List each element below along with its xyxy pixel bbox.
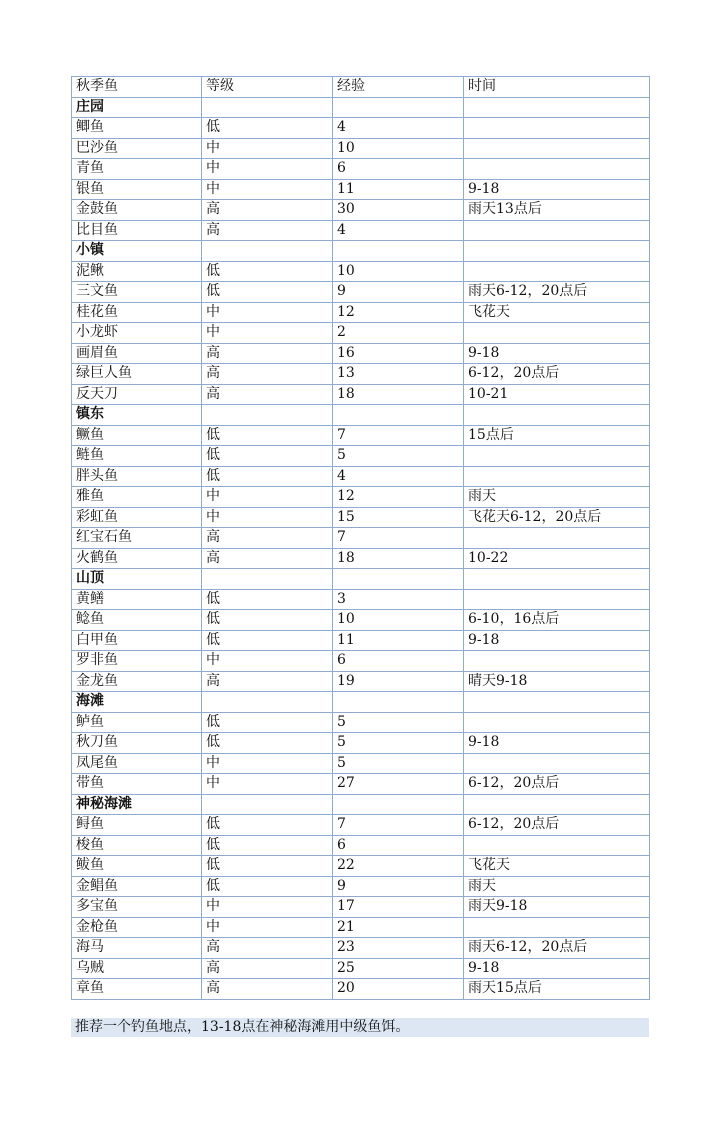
level-cell: 低: [202, 466, 333, 487]
header-cell-level: 等级: [202, 77, 333, 98]
exp-cell: 9: [333, 876, 464, 897]
exp-cell: 13: [333, 364, 464, 385]
fish-name-cell: 胖头鱼: [72, 466, 202, 487]
table-row: [72, 733, 650, 754]
time-cell: 雨天6-12，20点后: [464, 282, 650, 303]
autumn-fish-table: [71, 76, 650, 1000]
time-cell: [464, 261, 650, 282]
time-cell: [464, 589, 650, 610]
exp-cell: 18: [333, 384, 464, 405]
table-row: [72, 589, 650, 610]
table-row: [72, 815, 650, 836]
time-cell: 9-18: [464, 958, 650, 979]
fish-name-cell: 鲢鱼: [72, 446, 202, 467]
table-row: [72, 856, 650, 877]
fish-name-cell: 巴沙鱼: [72, 138, 202, 159]
table-row: [72, 179, 650, 200]
exp-cell: 15: [333, 507, 464, 528]
exp-cell: 6: [333, 651, 464, 672]
section-title: 镇东: [72, 405, 202, 426]
level-cell: 高: [202, 343, 333, 364]
exp-cell: 5: [333, 446, 464, 467]
time-cell: 飞花天: [464, 856, 650, 877]
time-cell: 雨天15点后: [464, 979, 650, 1000]
time-cell: 6-10，16点后: [464, 610, 650, 631]
fish-table-body: [72, 77, 650, 1000]
time-cell: 9-18: [464, 733, 650, 754]
level-cell: 低: [202, 446, 333, 467]
fish-name-cell: 三文鱼: [72, 282, 202, 303]
time-cell: 晴天9-18: [464, 671, 650, 692]
exp-cell: 22: [333, 856, 464, 877]
table-row: [72, 118, 650, 139]
fish-name-cell: 多宝鱼: [72, 897, 202, 918]
level-cell: 高: [202, 200, 333, 221]
empty-cell: [333, 405, 464, 426]
exp-cell: 23: [333, 938, 464, 959]
time-cell: [464, 118, 650, 139]
time-cell: 6-12，20点后: [464, 774, 650, 795]
fish-name-cell: 青鱼: [72, 159, 202, 180]
section-title: 山顶: [72, 569, 202, 590]
table-row: [72, 466, 650, 487]
exp-cell: 30: [333, 200, 464, 221]
level-cell: 中: [202, 179, 333, 200]
table-row: [72, 364, 650, 385]
empty-cell: [464, 241, 650, 262]
exp-cell: 11: [333, 630, 464, 651]
exp-cell: 11: [333, 179, 464, 200]
fish-name-cell: 泥鳅: [72, 261, 202, 282]
empty-cell: [333, 794, 464, 815]
level-cell: 高: [202, 528, 333, 549]
fish-name-cell: 秋刀鱼: [72, 733, 202, 754]
time-cell: [464, 466, 650, 487]
exp-cell: 16: [333, 343, 464, 364]
empty-cell: [464, 794, 650, 815]
table-row: [72, 302, 650, 323]
table-row: [72, 507, 650, 528]
exp-cell: 4: [333, 220, 464, 241]
time-cell: [464, 220, 650, 241]
table-row: [72, 753, 650, 774]
table-row: [72, 610, 650, 631]
empty-cell: [333, 97, 464, 118]
time-cell: 雨天: [464, 487, 650, 508]
exp-cell: 27: [333, 774, 464, 795]
time-cell: 10-22: [464, 548, 650, 569]
level-cell: 低: [202, 425, 333, 446]
time-cell: 雨天6-12，20点后: [464, 938, 650, 959]
exp-cell: 4: [333, 118, 464, 139]
fish-name-cell: 白甲鱼: [72, 630, 202, 651]
level-cell: 高: [202, 220, 333, 241]
table-row: [72, 897, 650, 918]
time-cell: [464, 651, 650, 672]
level-cell: 低: [202, 835, 333, 856]
table-row: [72, 958, 650, 979]
time-cell: 9-18: [464, 179, 650, 200]
exp-cell: 10: [333, 261, 464, 282]
level-cell: 低: [202, 118, 333, 139]
fish-name-cell: 鲶鱼: [72, 610, 202, 631]
time-cell: [464, 917, 650, 938]
exp-cell: 7: [333, 815, 464, 836]
empty-cell: [202, 692, 333, 713]
fish-name-cell: 黄鳝: [72, 589, 202, 610]
fish-name-cell: 海马: [72, 938, 202, 959]
section-row: [72, 569, 650, 590]
time-cell: 10-21: [464, 384, 650, 405]
exp-cell: 18: [333, 548, 464, 569]
fish-name-cell: 金鲳鱼: [72, 876, 202, 897]
exp-cell: 20: [333, 979, 464, 1000]
exp-cell: 9: [333, 282, 464, 303]
time-cell: 9-18: [464, 343, 650, 364]
level-cell: 高: [202, 938, 333, 959]
empty-cell: [202, 405, 333, 426]
table-row: [72, 282, 650, 303]
empty-cell: [464, 97, 650, 118]
time-cell: 6-12，20点后: [464, 815, 650, 836]
time-cell: 6-12，20点后: [464, 364, 650, 385]
level-cell: 中: [202, 774, 333, 795]
table-row: [72, 425, 650, 446]
fish-name-cell: 鲟鱼: [72, 815, 202, 836]
fish-name-cell: 金枪鱼: [72, 917, 202, 938]
table-row: [72, 938, 650, 959]
level-cell: 高: [202, 384, 333, 405]
time-cell: [464, 753, 650, 774]
table-row: [72, 528, 650, 549]
section-row: [72, 692, 650, 713]
exp-cell: 5: [333, 733, 464, 754]
level-cell: 低: [202, 733, 333, 754]
empty-cell: [464, 692, 650, 713]
level-cell: 高: [202, 364, 333, 385]
section-row: [72, 241, 650, 262]
time-cell: [464, 159, 650, 180]
level-cell: 高: [202, 958, 333, 979]
table-row: [72, 220, 650, 241]
empty-cell: [333, 692, 464, 713]
time-cell: 雨天: [464, 876, 650, 897]
exp-cell: 2: [333, 323, 464, 344]
fish-name-cell: 鲅鱼: [72, 856, 202, 877]
fishing-tip-note: 推荐一个钓鱼地点，13-18点在神秘海滩用中级鱼饵。: [71, 1018, 649, 1037]
table-row: [72, 548, 650, 569]
level-cell: 低: [202, 856, 333, 877]
level-cell: 低: [202, 282, 333, 303]
exp-cell: 7: [333, 528, 464, 549]
exp-cell: 3: [333, 589, 464, 610]
level-cell: 中: [202, 323, 333, 344]
table-row: [72, 323, 650, 344]
fish-name-cell: 凤尾鱼: [72, 753, 202, 774]
table-row: [72, 712, 650, 733]
fish-name-cell: 画眉鱼: [72, 343, 202, 364]
empty-cell: [464, 569, 650, 590]
level-cell: 中: [202, 651, 333, 672]
fish-name-cell: 银鱼: [72, 179, 202, 200]
section-row: [72, 97, 650, 118]
time-cell: 飞花天: [464, 302, 650, 323]
empty-cell: [202, 794, 333, 815]
empty-cell: [202, 569, 333, 590]
table-row: [72, 159, 650, 180]
time-cell: [464, 835, 650, 856]
fish-name-cell: 雅鱼: [72, 487, 202, 508]
fish-name-cell: 章鱼: [72, 979, 202, 1000]
exp-cell: 10: [333, 138, 464, 159]
fish-name-cell: 梭鱼: [72, 835, 202, 856]
header-cell-time: 时间: [464, 77, 650, 98]
level-cell: 低: [202, 876, 333, 897]
time-cell: 飞花天6-12，20点后: [464, 507, 650, 528]
exp-cell: 5: [333, 753, 464, 774]
time-cell: 15点后: [464, 425, 650, 446]
level-cell: 高: [202, 548, 333, 569]
exp-cell: 17: [333, 897, 464, 918]
fish-name-cell: 罗非鱼: [72, 651, 202, 672]
fish-name-cell: 桂花鱼: [72, 302, 202, 323]
table-row: [72, 651, 650, 672]
time-cell: [464, 712, 650, 733]
table-row: [72, 876, 650, 897]
fish-name-cell: 反天刀: [72, 384, 202, 405]
section-row: [72, 794, 650, 815]
exp-cell: 6: [333, 835, 464, 856]
fish-name-cell: 金龙鱼: [72, 671, 202, 692]
section-title: 庄园: [72, 97, 202, 118]
time-cell: 9-18: [464, 630, 650, 651]
level-cell: 低: [202, 815, 333, 836]
fish-name-cell: 比目鱼: [72, 220, 202, 241]
exp-cell: 25: [333, 958, 464, 979]
time-cell: [464, 138, 650, 159]
exp-cell: 5: [333, 712, 464, 733]
table-row: [72, 835, 650, 856]
level-cell: 中: [202, 753, 333, 774]
time-cell: [464, 323, 650, 344]
exp-cell: 7: [333, 425, 464, 446]
header-cell-exp: 经验: [333, 77, 464, 98]
empty-cell: [202, 241, 333, 262]
section-row: [72, 405, 650, 426]
table-row: [72, 630, 650, 651]
level-cell: 中: [202, 159, 333, 180]
table-row: [72, 384, 650, 405]
level-cell: 中: [202, 487, 333, 508]
table-row: [72, 774, 650, 795]
header-cell-fish: 秋季鱼: [72, 77, 202, 98]
section-title: 海滩: [72, 692, 202, 713]
exp-cell: 6: [333, 159, 464, 180]
empty-cell: [202, 97, 333, 118]
table-row: [72, 671, 650, 692]
table-row: [72, 979, 650, 1000]
fish-name-cell: 绿巨人鱼: [72, 364, 202, 385]
empty-cell: [333, 241, 464, 262]
table-header-row: [72, 77, 650, 98]
exp-cell: 19: [333, 671, 464, 692]
level-cell: 低: [202, 712, 333, 733]
fish-name-cell: 乌贼: [72, 958, 202, 979]
level-cell: 中: [202, 507, 333, 528]
section-title: 神秘海滩: [72, 794, 202, 815]
time-cell: [464, 528, 650, 549]
exp-cell: 21: [333, 917, 464, 938]
level-cell: 高: [202, 979, 333, 1000]
fish-name-cell: 鲈鱼: [72, 712, 202, 733]
fish-name-cell: 鲫鱼: [72, 118, 202, 139]
level-cell: 低: [202, 630, 333, 651]
empty-cell: [464, 405, 650, 426]
table-row: [72, 917, 650, 938]
level-cell: 高: [202, 671, 333, 692]
exp-cell: 10: [333, 610, 464, 631]
exp-cell: 12: [333, 302, 464, 323]
level-cell: 低: [202, 589, 333, 610]
table-row: [72, 138, 650, 159]
exp-cell: 12: [333, 487, 464, 508]
level-cell: 中: [202, 138, 333, 159]
fish-name-cell: 带鱼: [72, 774, 202, 795]
fish-name-cell: 鳜鱼: [72, 425, 202, 446]
section-title: 小镇: [72, 241, 202, 262]
level-cell: 中: [202, 917, 333, 938]
exp-cell: 4: [333, 466, 464, 487]
time-cell: 雨天9-18: [464, 897, 650, 918]
level-cell: 中: [202, 302, 333, 323]
time-cell: [464, 446, 650, 467]
fish-name-cell: 火鹤鱼: [72, 548, 202, 569]
fish-name-cell: 彩虹鱼: [72, 507, 202, 528]
table-row: [72, 446, 650, 467]
table-row: [72, 261, 650, 282]
time-cell: 雨天13点后: [464, 200, 650, 221]
table-row: [72, 200, 650, 221]
fish-name-cell: 小龙虾: [72, 323, 202, 344]
level-cell: 中: [202, 897, 333, 918]
level-cell: 低: [202, 261, 333, 282]
fish-name-cell: 红宝石鱼: [72, 528, 202, 549]
fish-name-cell: 金鼓鱼: [72, 200, 202, 221]
table-row: [72, 343, 650, 364]
empty-cell: [333, 569, 464, 590]
level-cell: 低: [202, 610, 333, 631]
table-row: [72, 487, 650, 508]
